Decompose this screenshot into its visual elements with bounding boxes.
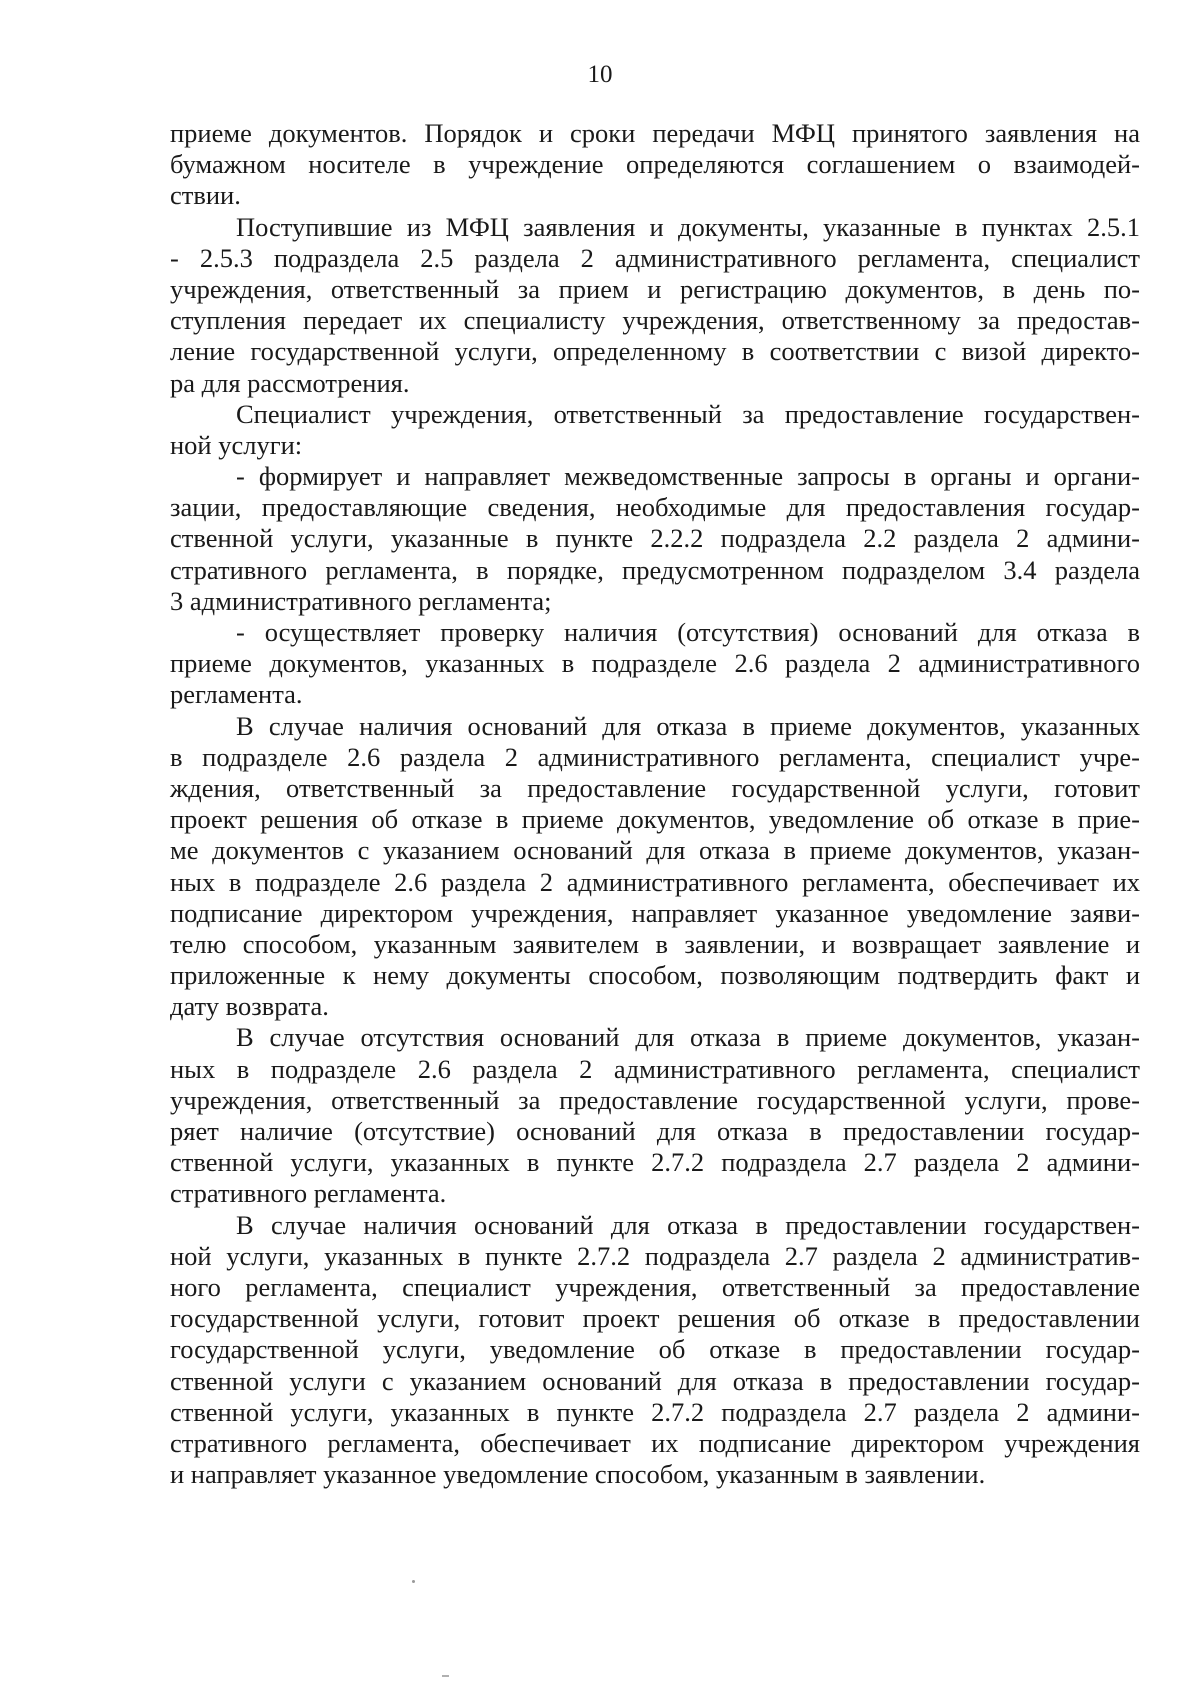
text-line: ступления передает их специалисту учреждения, ответственному за предостав- [170, 305, 1140, 336]
text-line: ственной услуги, указанные в пункте 2.2.2 подраздела 2.2 раздела 2 админи- [170, 523, 1140, 554]
text-line: бумажном носителе в учреждение определяются соглашением о взаимодей- [170, 149, 1140, 180]
text-line: ного регламента, специалист учреждения, ответственный за предоставление [170, 1271, 1140, 1302]
text-line: В случае наличия оснований для отказа в предоставлении государствен- [236, 1209, 1140, 1240]
text-line: и направляет указанное уведомление способом, указанным в заявлении. [170, 1459, 986, 1490]
paragraph [170, 399, 1140, 461]
paragraph [170, 1210, 1140, 1491]
list-item [170, 617, 1140, 711]
text-line: ряет наличие (отсутствие) оснований для отказа в предоставлении государ- [170, 1116, 1140, 1146]
page-number: 10 [587, 61, 613, 88]
text-line: дату возврата. [170, 991, 329, 1022]
text-line: телю способом, указанным заявителем в заявлении, и возвращает заявление и [170, 928, 1140, 959]
body-text [170, 118, 1140, 1490]
list-item [170, 461, 1140, 617]
paragraph [170, 711, 1140, 1023]
scan-speck [442, 1675, 449, 1677]
text-line: 3 административного регламента; [170, 585, 552, 616]
text-line: государственной услуги, уведомление об отказе в предоставлении государ- [170, 1334, 1140, 1365]
text-line: ственной услуги, указанных в пункте 2.7.2 подраздела 2.7 раздела 2 админи- [170, 1396, 1140, 1427]
text-line: В случае отсутствия оснований для отказа в приеме документов, указан- [236, 1022, 1140, 1053]
text-line: регламента. [170, 679, 303, 710]
text-line: ствии. [170, 180, 241, 211]
text-line: ной услуги: [170, 429, 303, 460]
text-line: ме документов с указанием оснований для отказа в приеме документов, указан- [170, 835, 1140, 866]
text-line: ной услуги, указанных в пункте 2.7.2 подраздела 2.7 раздела 2 административ- [170, 1240, 1140, 1271]
text-line: - формирует и направляет межведомственные запросы в органы и органи- [236, 461, 1140, 492]
text-line: ственной услуги с указанием оснований для отказа в предоставлении государ- [170, 1365, 1140, 1396]
text-line: В случае наличия оснований для отказа в приеме документов, указанных [236, 710, 1140, 741]
text-line: проект решения об отказе в приеме документов, уведомление об отказе в прие- [170, 804, 1140, 835]
scan-speck [412, 1580, 415, 1583]
text-line: ственной услуги, указанных в пункте 2.7.2 подраздела 2.7 раздела 2 админи- [170, 1147, 1140, 1178]
text-line: стративного регламента, обеспечивает их подписание директором учреждения [170, 1427, 1140, 1458]
text-line: приеме документов, указанных в подразделе 2.6 раздела 2 административного [170, 648, 1140, 679]
text-line: ных в подразделе 2.6 раздела 2 административного регламента, обеспечивает их [170, 866, 1140, 897]
text-line: ных в подразделе 2.6 раздела 2 административного регламента, специалист [170, 1053, 1140, 1084]
paragraph [170, 1022, 1140, 1209]
text-line: государственной услуги, готовит проект решения об отказе в предоставлении [170, 1303, 1140, 1334]
text-line: - осуществляет проверку наличия (отсутствия) оснований для отказа в [236, 617, 1140, 647]
text-line: стративного регламента. [170, 1178, 447, 1209]
text-line: Специалист учреждения, ответственный за предоставление государствен- [236, 398, 1140, 429]
text-line: в подразделе 2.6 раздела 2 административного регламента, специалист учре- [170, 741, 1140, 772]
text-line: зации, предоставляющие сведения, необходимые для предоставления государ- [170, 492, 1140, 523]
text-line: учреждения, ответственный за прием и регистрацию документов, в день по- [170, 273, 1140, 304]
text-line: приеме документов. Порядок и сроки передачи МФЦ принятого заявления на [170, 118, 1140, 148]
text-line: стративного регламента, в порядке, предусмотренном подразделом 3.4 раздела [170, 554, 1140, 585]
text-line: - 2.5.3 подраздела 2.5 раздела 2 административного регламента, специалист [170, 242, 1140, 273]
text-line: подписание директором учреждения, направляет указанное уведомление заяви- [170, 897, 1140, 928]
text-line: учреждения, ответственный за предоставление государственной услуги, прове- [170, 1084, 1140, 1115]
paragraph-continuation [170, 118, 1140, 212]
text-line: приложенные к нему документы способом, позволяющим подтвердить факт и [170, 960, 1140, 991]
paragraph [170, 212, 1140, 399]
text-line: ление государственной услуги, определенному в соответствии с визой директо- [170, 336, 1140, 367]
text-line: ра для рассмотрения. [170, 367, 410, 398]
text-line: ждения, ответственный за предоставление государственной услуги, готовит [170, 772, 1140, 803]
text-line: Поступившие из МФЦ заявления и документы, указанные в пунктах 2.5.1 [236, 211, 1140, 242]
